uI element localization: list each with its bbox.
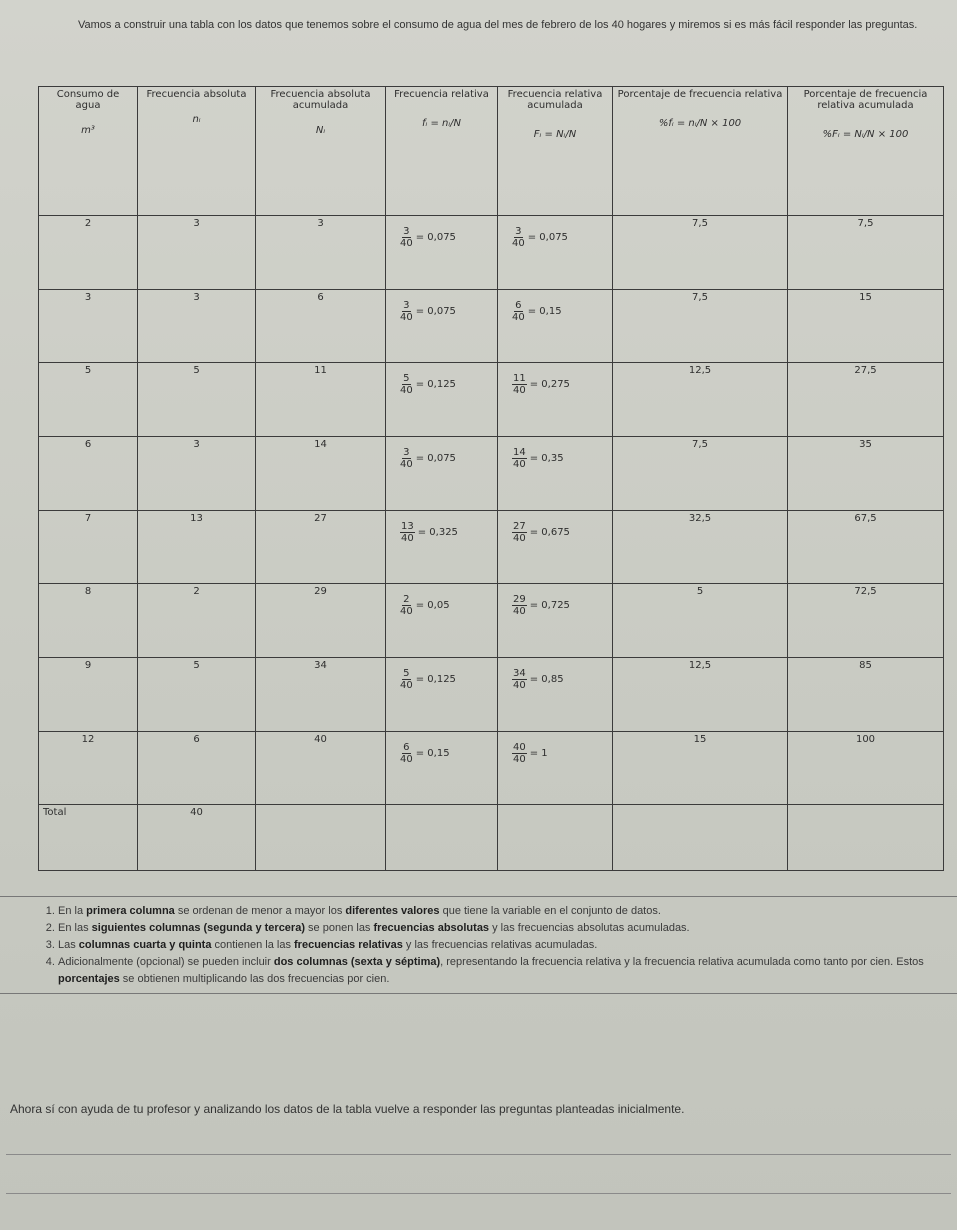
cell-frecuencia-relativa: [386, 437, 498, 511]
fraction-denominator: 40: [401, 532, 414, 544]
header-label: Frecuencia absoluta acumulada: [270, 89, 371, 111]
cell-value: 40: [314, 733, 327, 745]
instruction-item: [58, 937, 948, 954]
header-symbol: m³: [81, 125, 95, 136]
cell-value: = 0,85: [529, 674, 564, 686]
fraction-denominator: 40: [513, 532, 526, 544]
instruction-text: Las: [58, 939, 79, 951]
cell-porcentaje-acumulada: [788, 437, 944, 511]
instruction-text: En la: [58, 905, 87, 917]
fraction: [512, 373, 527, 396]
cell-value: 8: [84, 586, 92, 598]
fraction-denominator: 40: [513, 385, 526, 397]
header-porcentaje-relativa: [613, 87, 788, 216]
instruction-emphasis: columnas cuarta y quinta: [78, 939, 212, 951]
header-label: Frecuencia relativa: [394, 89, 489, 100]
cell-value: 85: [859, 660, 872, 672]
cell-value: = 0,075: [415, 232, 456, 243]
table-row: [39, 510, 944, 584]
fraction-denominator: 40: [513, 680, 526, 692]
instruction-text: se ordenan de menor a mayor los: [174, 905, 346, 917]
cell-value: 100: [855, 733, 876, 745]
cell-porcentaje-relativa: [613, 584, 788, 658]
fraction: [512, 447, 527, 470]
instruction-emphasis: siguientes columnas (segunda y tercera): [91, 922, 305, 934]
cell-value: 72,5: [854, 586, 877, 598]
cell-consumo: [39, 289, 138, 363]
header-porcentaje-relativa-acumulada: [788, 87, 944, 216]
cell-value: 12: [81, 733, 95, 745]
table-row: [39, 216, 944, 290]
cell-value: 3: [193, 218, 200, 229]
fraction-denominator: 40: [400, 311, 413, 323]
cell-frecuencia-relativa-acumulada: [498, 584, 613, 658]
cell-frecuencia-relativa: [386, 289, 498, 363]
cell-value: 5: [193, 660, 200, 672]
cell-value: = 1: [529, 747, 548, 759]
cell-value: = 0,15: [527, 305, 562, 317]
cell-consumo: [39, 510, 138, 584]
cell-frecuencia-absoluta: [138, 731, 256, 805]
fraction-numerator: 11: [513, 373, 526, 385]
fraction: [512, 742, 527, 765]
header-label: Frecuencia relativa acumulada: [507, 89, 603, 111]
cell-porcentaje-relativa: [613, 731, 788, 805]
cell-value: 11: [314, 365, 327, 377]
cell-value: 7,5: [857, 218, 874, 229]
cell-value: = 0,075: [415, 305, 456, 317]
cell-porcentaje-acumulada: [788, 216, 944, 290]
fraction-numerator: 2: [403, 594, 410, 606]
header-formula: %Fᵢ = Nᵢ/N × 100: [822, 129, 909, 140]
total-value-cell: [138, 805, 256, 871]
instructions-list: [0, 903, 948, 988]
fraction: [400, 373, 413, 396]
table-body: [39, 216, 944, 871]
instruction-text: contienen la las: [211, 939, 295, 951]
fraction: [400, 742, 413, 765]
instructions-box: [0, 896, 957, 994]
table-row: [39, 289, 944, 363]
fraction-numerator: 27: [513, 520, 526, 532]
cell-value: = 0,15: [415, 747, 450, 759]
cell-value: = 0,125: [415, 379, 456, 391]
instruction-text: , representando la frecuencia relativa y la frecuencia relativa acumulada como tanto por cien. Estos: [440, 956, 924, 968]
fraction: [400, 521, 415, 544]
instruction-text: y las frecuencias relativas acumuladas.: [402, 939, 598, 951]
empty-cell: [386, 805, 498, 871]
header-consumo: [39, 87, 138, 216]
cell-consumo: [39, 658, 138, 732]
cell-value: 6: [193, 733, 200, 745]
fraction-numerator: 3: [403, 226, 410, 237]
header-formula: %fᵢ = nᵢ/N × 100: [658, 118, 742, 129]
cell-frecuencia-relativa: [386, 510, 498, 584]
cell-porcentaje-acumulada: [788, 510, 944, 584]
empty-cell: [498, 805, 613, 871]
cell-porcentaje-relativa: [613, 216, 788, 290]
empty-cell: [256, 805, 386, 871]
fraction: [400, 300, 413, 323]
header-formula: Fᵢ = Nᵢ/N: [533, 129, 577, 140]
cell-porcentaje-acumulada: [788, 289, 944, 363]
cell-frecuencia-relativa-acumulada: [498, 216, 613, 290]
fraction: [512, 226, 525, 249]
cell-consumo: [39, 584, 138, 658]
fraction-numerator: 29: [513, 594, 526, 606]
fraction: [400, 594, 413, 617]
cell-frecuencia-absoluta: [138, 216, 256, 290]
instruction-emphasis: dos columnas (sexta y séptima): [273, 956, 441, 968]
instruction-emphasis: porcentajes: [58, 973, 120, 985]
cell-frecuencia-acumulada: [256, 658, 386, 732]
cell-value: 13: [190, 512, 203, 524]
cell-value: = 0,075: [527, 232, 568, 243]
header-label: Porcentaje de frecuencia relativa: [617, 89, 783, 100]
fraction-denominator: 40: [512, 311, 525, 323]
cell-frecuencia-absoluta: [138, 584, 256, 658]
cell-value: 7,5: [692, 291, 708, 303]
cell-value: = 0,725: [529, 600, 570, 612]
fraction-denominator: 40: [513, 606, 526, 618]
fraction-numerator: 5: [403, 373, 410, 385]
fraction-denominator: 40: [400, 385, 413, 397]
cell-value: 7,5: [692, 218, 708, 229]
instruction-text: y las frecuencias absolutas acumuladas.: [489, 922, 690, 934]
cell-frecuencia-acumulada: [256, 216, 386, 290]
cell-value: 3: [317, 218, 324, 229]
fraction: [400, 226, 413, 249]
cell-value: = 0,075: [415, 453, 456, 465]
cell-frecuencia-relativa-acumulada: [498, 437, 613, 511]
closing-text: Ahora sí con ayuda de tu profesor y analizando los datos de la tabla vuelve a responder las preguntas planteadas inicialmente.: [10, 1102, 685, 1116]
cell-consumo: [39, 363, 138, 437]
cell-value: 15: [693, 733, 707, 745]
instruction-item: [58, 954, 948, 988]
cell-value: = 0,275: [529, 379, 570, 391]
fraction-denominator: 40: [400, 238, 413, 249]
cell-value: 3: [193, 291, 200, 303]
cell-frecuencia-relativa: [386, 731, 498, 805]
instruction-item: [58, 920, 948, 937]
cell-frecuencia-relativa-acumulada: [498, 289, 613, 363]
cell-frecuencia-relativa: [386, 584, 498, 658]
cell-frecuencia-absoluta: [138, 437, 256, 511]
fraction-numerator: 6: [515, 299, 522, 311]
cell-porcentaje-relativa: [613, 363, 788, 437]
fraction: [512, 668, 527, 691]
cell-frecuencia-relativa: [386, 363, 498, 437]
header-label: Consumo de agua: [56, 89, 120, 111]
table-row: [39, 731, 944, 805]
cell-value: 5: [84, 365, 92, 377]
answer-line: [6, 1154, 951, 1155]
instruction-text: En las: [58, 922, 92, 934]
cell-value: 67,5: [854, 512, 877, 524]
cell-porcentaje-relativa: [613, 658, 788, 732]
cell-value: = 0,05: [415, 600, 450, 612]
cell-frecuencia-acumulada: [256, 363, 386, 437]
header-frecuencia-absoluta-acumulada: [256, 87, 386, 216]
cell-value: 29: [314, 586, 327, 598]
cell-frecuencia-acumulada: [256, 289, 386, 363]
fraction-numerator: 34: [513, 668, 526, 680]
fraction: [400, 668, 413, 691]
fraction-numerator: 14: [513, 447, 526, 459]
fraction: [512, 300, 525, 323]
total-label: Total: [43, 807, 67, 819]
header-symbol: nᵢ: [192, 114, 201, 125]
cell-value: = 0,325: [417, 526, 458, 538]
cell-value: 14: [314, 439, 327, 451]
cell-value: 2: [84, 218, 92, 229]
cell-value: 6: [84, 439, 92, 451]
header-formula: fᵢ = nᵢ/N: [421, 118, 462, 129]
instruction-text: se ponen las: [305, 922, 374, 934]
cell-value: 32,5: [688, 512, 712, 524]
header-frecuencia-relativa: [386, 87, 498, 216]
instruction-text: que tiene la variable en el conjunto de datos.: [439, 905, 661, 917]
header-frecuencia-relativa-acumulada: [498, 87, 613, 216]
fraction-numerator: 3: [403, 299, 410, 311]
fraction-numerator: 6: [403, 741, 410, 753]
fraction: [400, 447, 413, 470]
cell-value: 27: [314, 512, 327, 524]
cell-consumo: [39, 216, 138, 290]
cell-value: = 0,675: [529, 526, 570, 538]
cell-frecuencia-acumulada: [256, 731, 386, 805]
cell-frecuencia-absoluta: [138, 510, 256, 584]
instruction-emphasis: frecuencias relativas: [294, 939, 403, 951]
cell-porcentaje-relativa: [613, 437, 788, 511]
empty-cell: [788, 805, 944, 871]
header-label: Porcentaje de frecuencia relativa acumulada: [803, 89, 928, 111]
fraction-numerator: 40: [513, 741, 526, 753]
header-label: Frecuencia absoluta: [146, 89, 247, 100]
header-frecuencia-absoluta: [138, 87, 256, 216]
cell-frecuencia-relativa: [386, 658, 498, 732]
cell-frecuencia-absoluta: [138, 363, 256, 437]
cell-value: 3: [193, 439, 200, 451]
table-row: [39, 363, 944, 437]
fraction-denominator: 40: [513, 459, 526, 471]
frequency-table-container: [38, 86, 943, 871]
fraction-denominator: 40: [400, 680, 413, 692]
instruction-emphasis: frecuencias absolutas: [373, 922, 490, 934]
cell-frecuencia-acumulada: [256, 437, 386, 511]
table-row: [39, 437, 944, 511]
fraction-numerator: 13: [401, 520, 414, 532]
table-row: [39, 658, 944, 732]
cell-value: 9: [84, 660, 92, 672]
cell-porcentaje-acumulada: [788, 731, 944, 805]
cell-porcentaje-acumulada: [788, 584, 944, 658]
table-header-row: [39, 87, 944, 216]
cell-value: 27,5: [854, 365, 877, 377]
fraction: [512, 521, 527, 544]
cell-frecuencia-absoluta: [138, 658, 256, 732]
cell-value: 34: [314, 660, 327, 672]
answer-line: [6, 1193, 951, 1194]
fraction: [512, 594, 527, 617]
cell-consumo: [39, 437, 138, 511]
fraction-denominator: 40: [400, 606, 413, 618]
frequency-table: [38, 86, 944, 871]
cell-porcentaje-relativa: [613, 510, 788, 584]
cell-value: 35: [859, 439, 872, 451]
cell-frecuencia-relativa-acumulada: [498, 731, 613, 805]
fraction-numerator: 3: [403, 447, 410, 459]
empty-cell: [613, 805, 788, 871]
cell-frecuencia-relativa: [386, 216, 498, 290]
cell-consumo: [39, 731, 138, 805]
fraction-denominator: 40: [513, 753, 526, 765]
cell-frecuencia-relativa-acumulada: [498, 510, 613, 584]
cell-value: 7,5: [692, 439, 708, 451]
cell-value: 15: [859, 291, 872, 303]
total-row: [39, 805, 944, 871]
cell-frecuencia-acumulada: [256, 584, 386, 658]
total-label-cell: [39, 805, 138, 871]
fraction-denominator: 40: [512, 238, 525, 249]
cell-porcentaje-acumulada: [788, 658, 944, 732]
cell-porcentaje-acumulada: [788, 363, 944, 437]
fraction-denominator: 40: [400, 753, 413, 765]
cell-porcentaje-relativa: [613, 289, 788, 363]
header-symbol: Nᵢ: [315, 125, 326, 136]
cell-frecuencia-relativa-acumulada: [498, 363, 613, 437]
cell-frecuencia-relativa-acumulada: [498, 658, 613, 732]
fraction-denominator: 40: [400, 459, 413, 471]
instruction-text: Adicionalmente (opcional) se pueden incluir: [58, 956, 274, 968]
cell-value: = 0,125: [415, 674, 456, 686]
fraction-numerator: 3: [515, 226, 522, 237]
instruction-text: se obtienen multiplicando las dos frecuencias por cien.: [119, 973, 390, 985]
cell-value: 7: [84, 512, 92, 524]
cell-value: = 0,35: [529, 453, 564, 465]
cell-value: 3: [84, 291, 92, 303]
cell-frecuencia-absoluta: [138, 289, 256, 363]
table-row: [39, 584, 944, 658]
cell-value: 12,5: [688, 365, 712, 377]
cell-value: 12,5: [688, 660, 712, 672]
cell-value: 5: [696, 586, 704, 598]
instruction-item: [58, 903, 948, 920]
intro-text: Vamos a construir una tabla con los datos que tenemos sobre el consumo de agua del mes de febrero de los 40 hogares y miremos si es más fácil responder las preguntas.: [78, 19, 918, 31]
cell-value: 2: [193, 586, 200, 598]
cell-frecuencia-acumulada: [256, 510, 386, 584]
instruction-emphasis: primera columna: [86, 905, 175, 917]
instruction-emphasis: diferentes valores: [345, 905, 440, 917]
fraction-numerator: 5: [403, 668, 410, 680]
cell-value: 6: [317, 291, 324, 303]
total-value: 40: [190, 807, 203, 819]
cell-value: 5: [193, 365, 200, 377]
